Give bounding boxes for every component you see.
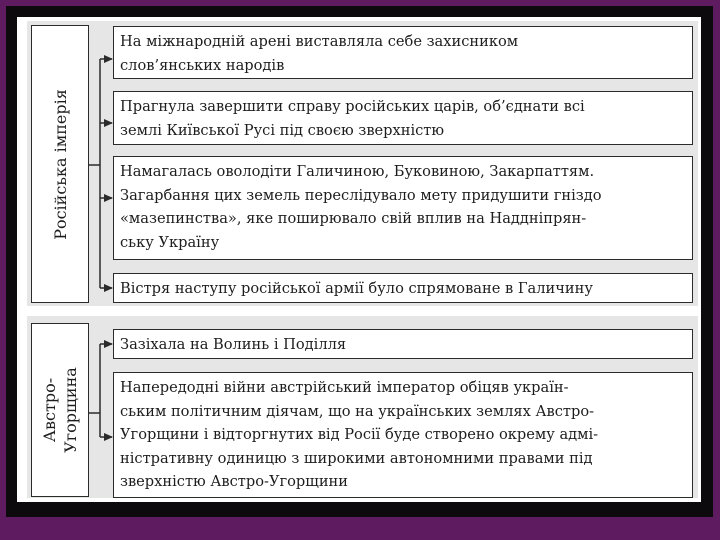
russia-statement-4: Вістря наступу російської армії було спрямоване в Галичину <box>113 273 693 303</box>
russian-empire-label-box <box>31 25 89 303</box>
austria-statement-1: Зазіхала на Волинь і Поділля <box>113 329 693 359</box>
russia-statement-3: Намагалась оволодіти Галичиною, Буковиною, Закарпаттям. Загарбання цих земель переслідувало мету придушити гніздо «мазепинства», яке поширювало свій вплив на Наддніпрян- ську Україну <box>113 156 693 260</box>
russian-empire-label: Російська імперія <box>50 88 70 240</box>
russia-statement-2: Прагнула завершити справу російських царів, об’єднати всі землі Київської Русі під своєю зверхністю <box>113 91 693 145</box>
diagram-panel <box>17 17 701 502</box>
russia-statement-1: На міжнародній арені виставляла себе захисником слов’янських народів <box>113 26 693 79</box>
austria-hungary-label: Австро- Угорщина <box>40 367 80 453</box>
austria-hungary-label-box <box>31 323 89 497</box>
austria-statement-2: Напередодні війни австрійський імператор обіцяв україн- ським політичним діячам, що на українських землях Австро- Угорщини і відторгнутих від Росії буде створено окрему адмі- ністративну одиницю з широкими автономними правами під зверхністю Австро-Угорщини <box>113 372 693 498</box>
